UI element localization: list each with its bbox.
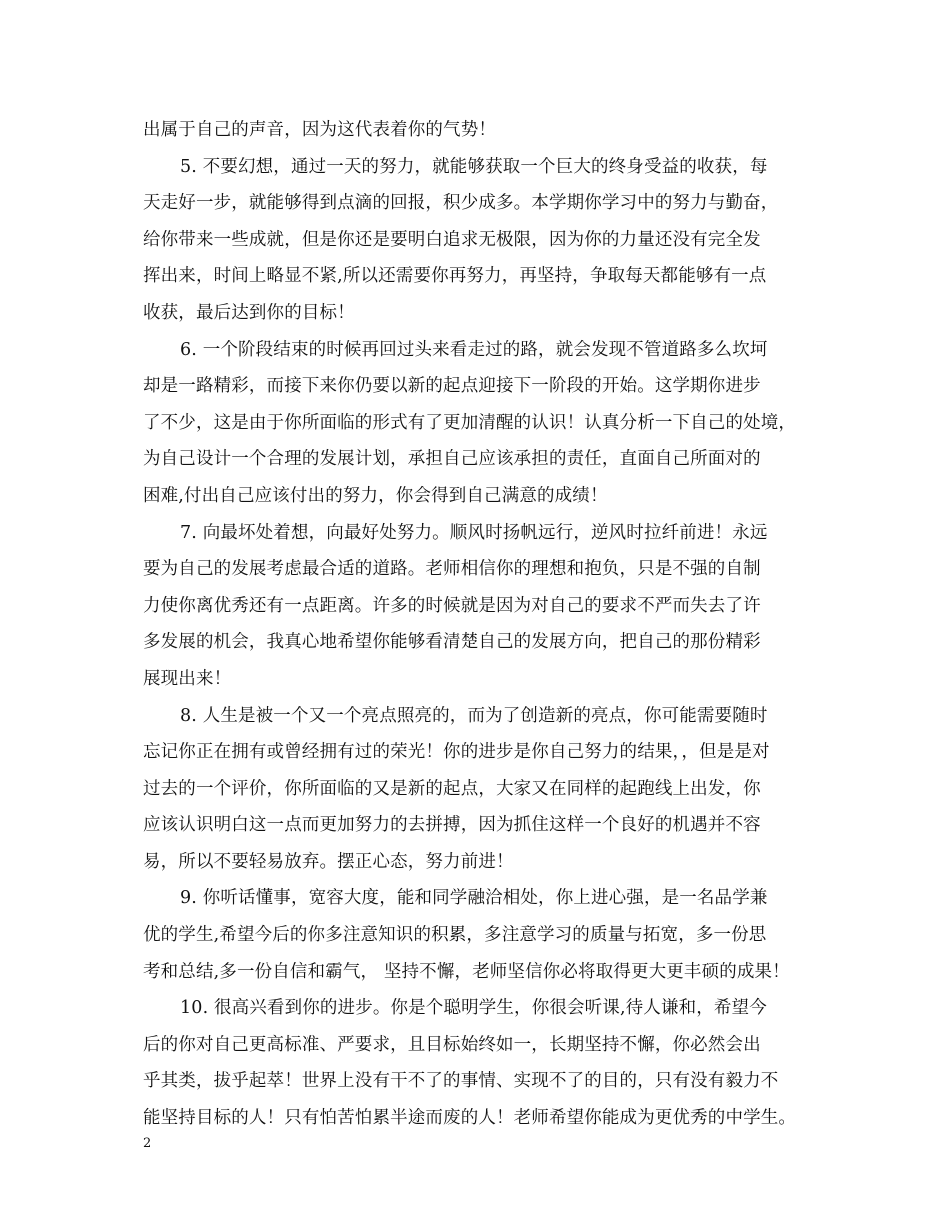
- paragraph-line: 忘记你正在拥有或曾经拥有过的荣光！你的进步是你自己努力的结果，，但是是对: [143, 742, 770, 763]
- paragraph-line: 能坚持目标的人！只有怕苦怕累半途而废的人！老师希望你能成为更优秀的中学生。: [143, 1108, 797, 1129]
- paragraph-line: 天走好一步，就能够得到点滴的回报，积少成多。本学期你学习中的努力与勤奋，: [143, 193, 779, 214]
- paragraph-line: 力使你离优秀还有一点距离。许多的时候就是因为对自己的要求不严而失去了许: [143, 595, 761, 616]
- paragraph-first-line: 6. 一个阶段结束的时候再回过头来看走过的路，就会发现不管道路多么坎坷: [180, 339, 768, 360]
- paragraph-line: 要为自己的发展考虑最合适的道路。老师相信你的理想和抱负，只是不强的自制: [143, 559, 761, 580]
- paragraph-line: 多发展的机会，我真心地希望你能够看清楚自己的发展方向，把自己的那份精彩: [143, 632, 761, 653]
- paragraph-line: 乎其类，拔乎起萃！世界上没有干不了的事情、实现不了的目的，只有没有毅力不: [143, 1071, 779, 1092]
- paragraph-line: 易，所以不要轻易放弃。摆正心态，努力前进！: [143, 851, 514, 872]
- paragraph-first-line: 10. 很高兴看到你的进步。你是个聪明学生，你很会听课,待人谦和，希望今: [180, 998, 767, 1019]
- paragraph-line: 应该认识明白这一点而更加努力的去拼搏，因为抓住这样一个良好的机遇并不容: [143, 815, 761, 836]
- paragraph-line: 挥出来，时间上略显不紧,所以还需要你再努力，再坚持，争取每天都能够有一点: [143, 266, 767, 287]
- paragraph-line: 考和总结,多一份自信和霸气， 坚持不懈，老师坚信你必将取得更大更丰硕的成果！: [143, 961, 790, 982]
- paragraph-line: 展现出来！: [143, 668, 232, 689]
- paragraph-line: 优的学生,希望今后的你多注意知识的积累，多注意学习的质量与拓宽，多一份思: [143, 925, 767, 946]
- paragraph-line: 过去的一个评价，你所面临的又是新的起点，大家又在同样的起跑线上出发，你: [143, 778, 761, 799]
- paragraph-line: 却是一路精彩，而接下来你仍要以新的起点迎接下一阶段的开始。这学期你进步: [143, 376, 761, 397]
- paragraph-first-line: 7. 向最坏处着想，向最好处努力。顺风时扬帆远行，逆风时拉纤前进！永远: [180, 522, 768, 543]
- page-number: 2: [143, 1136, 152, 1151]
- body-text: [143, 112, 811, 1137]
- paragraph-line: 后的你对自己更高标准、严要求，且目标始终如一，长期坚持不懈，你必然会出: [143, 1034, 761, 1055]
- paragraph-first-line: 9. 你听话懂事，宽容大度，能和同学融洽相处，你上进心强，是一名品学兼: [180, 888, 768, 909]
- paragraph-line: 给你带来一些成就，但是你还是要明白追求无极限，因为你的力量还没有完全发: [143, 229, 761, 250]
- paragraph-line: 困难,付出自己应该付出的努力，你会得到自己满意的成绩！: [143, 485, 608, 506]
- paragraph-line: 收获，最后达到你的目标！: [143, 302, 355, 323]
- paragraph-first-line: 8. 人生是被一个又一个亮点照亮的，而为了创造新的亮点，你可能需要随时: [180, 705, 768, 726]
- paragraph-line: 为自己设计一个合理的发展计划，承担自己应该承担的责任，直面自己所面对的: [143, 449, 761, 470]
- paragraph-line: 出属于自己的声音，因为这代表着你的气势！: [143, 120, 496, 140]
- paragraph-line: 了不少，这是由于你所面临的形式有了更加清醒的认识！认真分析一下自己的处境，: [143, 412, 797, 433]
- paragraph-first-line: 5. 不要幻想，通过一天的努力，就能够获取一个巨大的终身受益的收获，每: [180, 156, 768, 177]
